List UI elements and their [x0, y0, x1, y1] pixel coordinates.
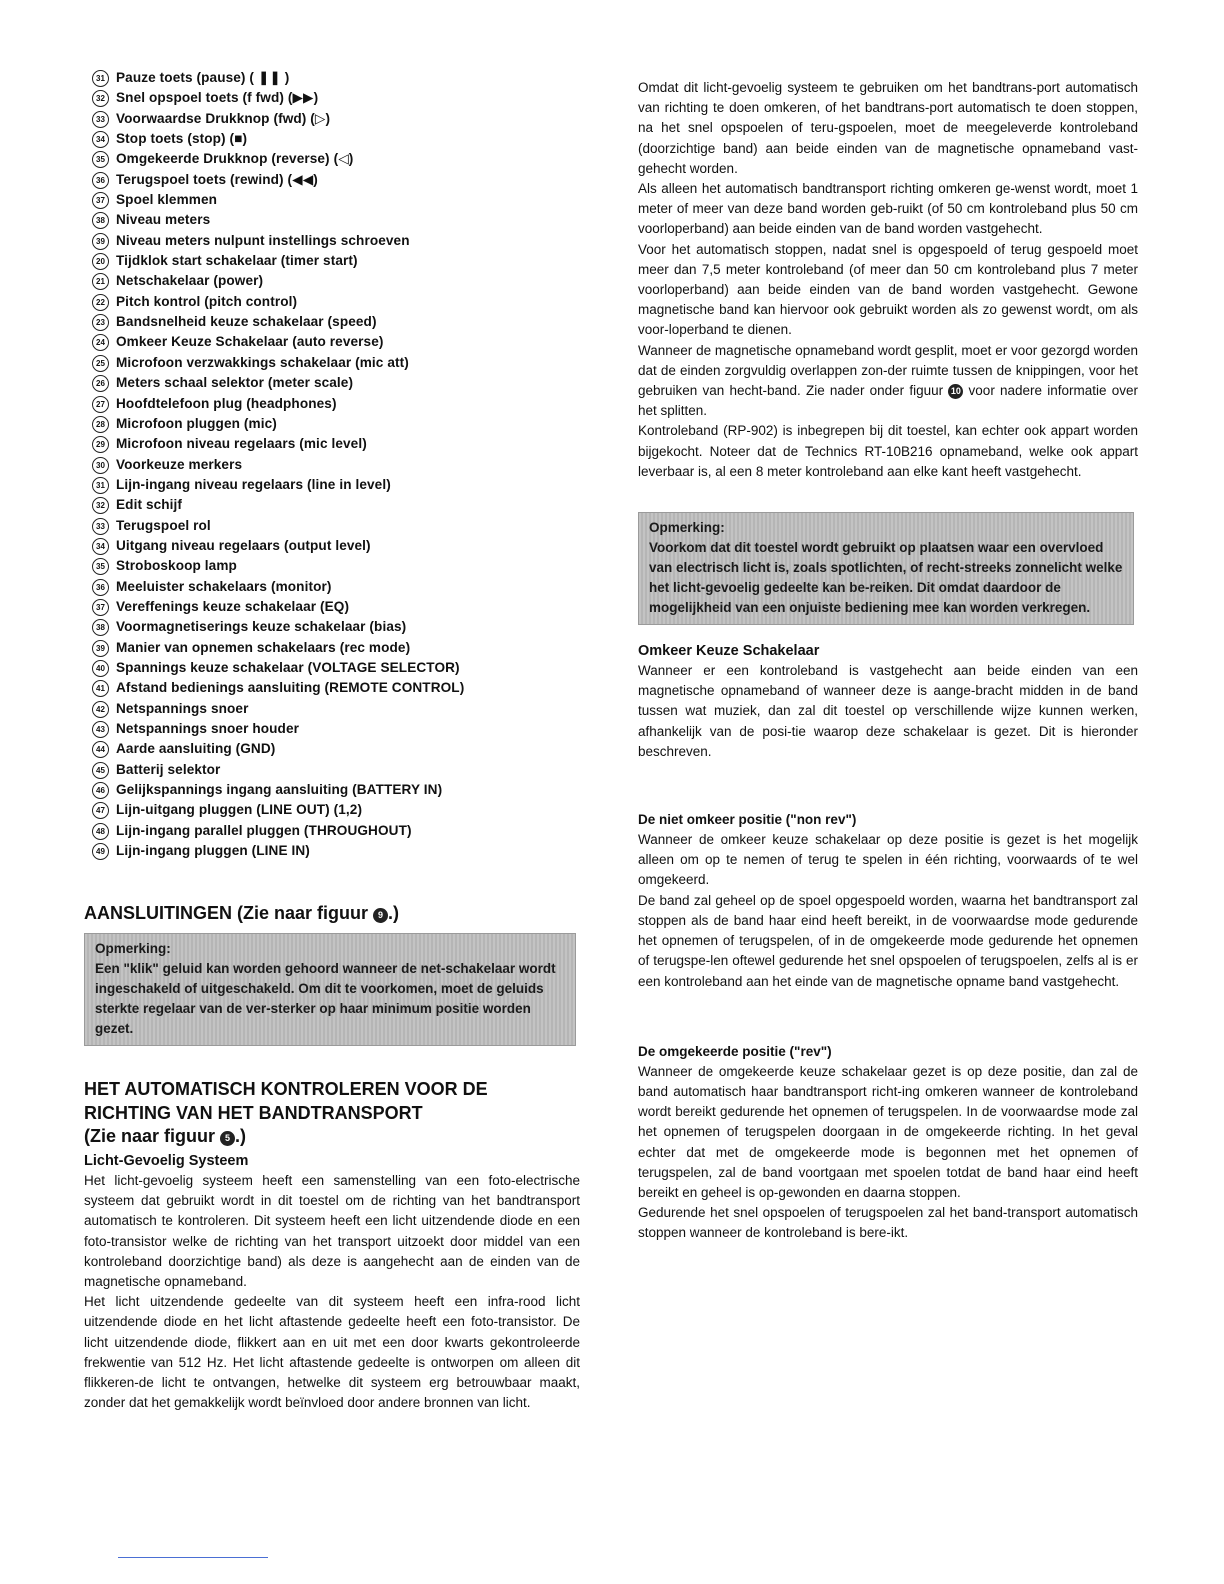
parts-list-item — [92, 129, 580, 149]
note-text: Een "klik" geluid kan worden gehoord wanneer de net-schakelaar wordt ingeschakeld of uitgeschakeld. Om dit te voorkomen, moet de geluids sterkte regelaar van de ver-sterker op haar minimum positie worden gezet. — [95, 961, 556, 1037]
item-label: Netspannings snoer — [116, 700, 249, 716]
figure-reference-icon: 9 — [373, 908, 388, 923]
item-label: Voormagnetiserings keuze schakelaar (bias) — [116, 619, 407, 635]
item-number-icon: 34 — [92, 131, 109, 148]
parts-list-item — [92, 414, 580, 434]
parts-list-item — [92, 373, 580, 393]
parts-list-item — [92, 109, 580, 129]
item-label: Spoel klemmen — [116, 192, 218, 208]
parts-list-item — [92, 800, 580, 820]
aansluitingen-note — [84, 933, 576, 1046]
item-label: Uitgang niveau regelaars (output level) — [116, 537, 371, 553]
item-label: Vereffenings keuze schakelaar (EQ) — [116, 598, 350, 614]
item-label: Netschakelaar (power) — [116, 273, 264, 289]
item-label: Niveau meters nulpunt instellings schroeven — [116, 232, 410, 248]
parts-list-item — [92, 455, 580, 475]
item-number-icon: 43 — [92, 721, 109, 738]
parts-list-item — [92, 536, 580, 556]
item-label: Batterij selektor — [116, 761, 221, 777]
item-number-icon: 20 — [92, 253, 109, 270]
item-label: Omkeer Keuze Schakelaar (auto reverse) — [116, 334, 384, 350]
item-number-icon: 45 — [92, 762, 109, 779]
item-number-icon: 29 — [92, 436, 109, 453]
note-title: Opmerking: — [649, 520, 725, 536]
item-number-icon: 39 — [92, 640, 109, 657]
rev-paragraph-2: Gedurende het snel opspoelen of terugspoelen zal het band-transport automatisch stoppen wanneer de kontroleband is bere-ikt. — [638, 1205, 1138, 1241]
rev-paragraph-1: Wanneer de omgekeerde keuze schakelaar gezet is op deze positie, dan zal de band automatisch haar bandtransport richt-ing omkeren wanneer de kontroleband wordt bereikt gedurende het opnemen of terugspelen. In de voorwaardse mode zal het opnemen of terugspelen doorgaan in de omgekeerde richting. In het geval echter dat met de omgekeerde mode is begonnen met het opnemen of terugspelen, zal de band voortgaan met spoelen totdat de band haar eind heeft bereikt en geheel is op-gewonden en daarna stoppen. — [638, 1063, 1138, 1200]
item-label: Tijdklok start schakelaar (timer start) — [116, 253, 358, 269]
parts-list-item — [92, 577, 580, 597]
parts-list-item — [92, 210, 580, 230]
item-label: Afstand bedienings aansluiting (REMOTE CONTROL) — [116, 680, 465, 696]
item-label: Meeluister schakelaars (monitor) — [116, 578, 332, 594]
parts-list-item — [92, 170, 580, 190]
item-number-icon: 27 — [92, 396, 109, 413]
figure-reference-icon: 5 — [220, 1131, 235, 1146]
item-number-icon: 36 — [92, 172, 109, 189]
rev-heading: De omgekeerde positie ("rev") — [638, 1043, 832, 1059]
footer-underline — [118, 1557, 268, 1558]
parts-list-item — [92, 821, 580, 841]
item-label: Spannings keuze schakelaar (VOLTAGE SELECTOR) — [116, 659, 460, 675]
parts-list-item — [92, 617, 580, 637]
omkeer-paragraph: Wanneer er een kontroleband is vastgehecht aan beide einden van een magnetische opnameband of wanneer deze is aange-bracht midden in de band tussen wat muziek, dan zal dit toestel op verschillende wijze kunnen werken, afhankelijk van de posi-tie waarop deze schakelaar is gezet. Dit is hieronder beschreven. — [638, 663, 1138, 759]
right-column — [638, 78, 1138, 1244]
item-number-icon: 35 — [92, 558, 109, 575]
item-label: Lijn-ingang pluggen (LINE IN) — [116, 843, 310, 859]
item-label: Pauze toets (pause) ( ❚❚ ) — [116, 70, 290, 85]
item-number-icon: 33 — [92, 518, 109, 535]
parts-list-item — [92, 739, 580, 759]
parts-list-item — [92, 190, 580, 210]
item-number-icon: 40 — [92, 660, 109, 677]
item-number-icon: 23 — [92, 314, 109, 331]
item-label: Voorkeuze merkers — [116, 456, 243, 472]
item-label: Lijn-ingang niveau regelaars (line in level) — [116, 476, 391, 492]
auto-control-heading: HET AUTOMATISCH KONTROLEREN VOOR DE RICHTING VAN HET BANDTRANSPORT (Zie naar figuur 5 .) — [84, 1079, 488, 1147]
item-number-icon: 32 — [92, 497, 109, 514]
item-label: Bandsnelheid keuze schakelaar (speed) — [116, 314, 377, 330]
item-label: Microfoon pluggen (mic) — [116, 415, 277, 431]
item-number-icon: 47 — [92, 802, 109, 819]
parts-list-item — [92, 699, 580, 719]
item-number-icon: 28 — [92, 416, 109, 433]
auto-control-paragraph-2: Het licht uitzendende gedeelte van dit systeem heeft een infra-rood licht uitzendende diode en het licht aftastende gedeelte heeft een foto-transistor. De licht uitzendende diode, flikkert aan en uit met een door kwarts gekontroleerde frekwentie van 512 Hz. Het licht aftastende gedeelte is ontworpen om alleen dit flikkeren-de licht te ontvangen, hetwelke dit systeem erg betrouwbaar maakt, zonder dat het gemakkelijk wordt beïnvloed door andere bronnen van licht. — [84, 1294, 580, 1411]
parts-list-item — [92, 231, 580, 251]
item-number-icon: 25 — [92, 355, 109, 372]
parts-list-item — [92, 353, 580, 373]
item-number-icon: 32 — [92, 90, 109, 107]
item-number-icon: 44 — [92, 741, 109, 758]
parts-list-item — [92, 678, 580, 698]
light-sensitive-subheading: Licht-Gevoelig Systeem — [84, 1152, 249, 1169]
aansluitingen-heading: AANSLUITINGEN (Zie naar figuur 9 .) — [84, 903, 400, 924]
parts-list-item — [92, 292, 580, 312]
omkeer-heading: Omkeer Keuze Schakelaar — [638, 643, 820, 660]
item-number-icon: 24 — [92, 334, 109, 351]
item-label: Gelijkspannings ingang aansluiting (BATTERY IN) — [116, 782, 443, 798]
parts-list-item — [92, 332, 580, 352]
item-number-icon: 38 — [92, 212, 109, 229]
item-number-icon: 48 — [92, 823, 109, 840]
nonrev-heading: De niet omkeer positie ("non rev") — [638, 812, 857, 828]
item-label: Meters schaal selektor (meter scale) — [116, 375, 354, 391]
item-label: Lijn-uitgang pluggen (LINE OUT) (1,2) — [116, 802, 363, 818]
parts-list-item — [92, 495, 580, 515]
item-number-icon: 33 — [92, 111, 109, 128]
parts-list-item — [92, 394, 580, 414]
right-paragraph-2: Als alleen het automatisch bandtransport richting omkeren ge-wenst wordt, moet 1 meter of meer van deze band worden geb-ruikt (of 50 cm kontroleband plus 50 cm voorloperband) aan beide einden van de band worden vastgehecht. — [638, 181, 1138, 237]
parts-list-item — [92, 434, 580, 454]
left-column — [84, 68, 580, 1413]
item-number-icon: 34 — [92, 538, 109, 555]
light-note — [638, 512, 1134, 625]
item-label: Lijn-ingang parallel pluggen (THROUGHOUT) — [116, 822, 412, 838]
parts-list-item — [92, 658, 580, 678]
right-paragraph-5: Kontroleband (RP-902) is inbegrepen bij dit toestel, kan echter ook appart worden bijgekocht. Noteer dat de Technics RT-10B216 opnameband, welke ook appart leverbaar is, al een 8 meter kontroleband aan elke kant heeft vastgehecht. — [638, 423, 1138, 479]
item-label: Microfoon verzwakkings schakelaar (mic att) — [116, 354, 409, 370]
item-label: Aarde aansluiting (GND) — [116, 741, 276, 757]
item-number-icon: 30 — [92, 457, 109, 474]
item-number-icon: 22 — [92, 294, 109, 311]
parts-list-item — [92, 271, 580, 291]
item-label: Hoofdtelefoon plug (headphones) — [116, 395, 337, 411]
item-number-icon: 31 — [92, 477, 109, 494]
parts-list-item — [92, 88, 580, 108]
item-label: Terugspoel rol — [116, 517, 211, 533]
parts-list-item — [92, 312, 580, 332]
item-label: Terugspoel toets (rewind) (◀◀) — [116, 171, 318, 187]
item-label: Omgekeerde Drukknop (reverse) (◁) — [116, 151, 354, 167]
item-label: Netspannings snoer houder — [116, 721, 300, 736]
parts-list-item — [92, 841, 580, 861]
auto-control-paragraph-1: Het licht-gevoelig systeem heeft een samenstelling van een foto-electrische systeem dat gebruikt wordt in dit toestel om de richting van het bandtransport automatisch te kontroleren. Dit systeem heeft een licht uitzendende diode en een foto-transistor welke de richting van het transport uitzoekt door middel van een kontroleband doorzichtige band) als deze is aangehecht aan de einden van de magnetische opnameband. — [84, 1172, 580, 1289]
parts-list-item — [92, 760, 580, 780]
item-number-icon: 42 — [92, 701, 109, 718]
parts-list-item — [92, 597, 580, 617]
item-label: Manier van opnemen schakelaars (rec mode) — [116, 639, 411, 655]
parts-list-item — [92, 149, 580, 169]
parts-list-item — [92, 638, 580, 658]
item-number-icon: 26 — [92, 375, 109, 392]
note-title: Opmerking: — [95, 941, 171, 957]
item-number-icon: 39 — [92, 233, 109, 250]
figure-reference-icon: 10 — [948, 384, 963, 399]
parts-list-item — [92, 780, 580, 800]
item-number-icon: 37 — [92, 192, 109, 209]
right-paragraph-1: Omdat dit licht-gevoelig systeem te gebruiken om het bandtrans-port automatisch van richting te doen omkeren, of het bandtrans-port automatisch te doen stoppen, na het snel opspoelen of teru-gspoelen, moet de meegeleverde kontroleband (doorzichtige band) aan beide einden van de magnetische opnameband vast-gehecht worden. — [638, 80, 1138, 176]
item-label: Edit schijf — [116, 497, 183, 513]
item-label: Niveau meters — [116, 212, 211, 228]
item-label: Stroboskoop lamp — [116, 558, 237, 574]
parts-list-item — [92, 475, 580, 495]
right-paragraph-3: Voor het automatisch stoppen, nadat snel is opgespoeld of terug gespoeld moet meer dan 7,5 meter kontroleband (of meer dan 50 cm kontroleband plus 7 meter voorloperband) aan beide einden van de band worden vastgehecht. Gewone magnetische band kan hiervoor ook gebruikt worden als zo gewenst wordt, om als voor-loperband te dienen. — [638, 241, 1138, 338]
item-number-icon: 36 — [92, 579, 109, 596]
item-number-icon: 37 — [92, 599, 109, 616]
item-number-icon: 38 — [92, 619, 109, 636]
item-label: Pitch kontrol (pitch control) — [116, 293, 298, 309]
nonrev-paragraph-2: De band zal geheel op de spoel opgespoeld worden, waarna het bandtransport zal stoppen als de band haar eind heeft bereikt, in de voorwaardse mode gedurende het opnemen of terugspelen, of in de omgekeerde mode gedurende het opnemen of terugspe-len oftewel gedurende het snel opspoelen of terugspoelen, zelfs al is er een kontroleband aan het einde van de magnetische opname band vastgehecht. — [638, 892, 1138, 989]
parts-list-item — [92, 516, 580, 536]
right-paragraph-4: Wanneer de magnetische opnameband wordt gesplit, moet er voor gezorgd worden dat de einden zorgvuldig overlappen zon-der ruimte tussen de knippingen, voor het gebruiken van hecht-band. Zie nader onder figuur 10 voor nadere informatie over het splitten. — [638, 342, 1138, 419]
item-label: Stop toets (stop) (■) — [116, 131, 248, 147]
nonrev-paragraph-1: Wanneer de omkeer keuze schakelaar op deze positie is gezet is het mogelijk alleen om op te nemen of terug te spelen in één richting, voorwaards of te wel omgekeerd. — [638, 832, 1138, 888]
parts-list-item — [92, 251, 580, 271]
item-number-icon: 35 — [92, 151, 109, 168]
item-number-icon: 31 — [92, 70, 109, 87]
item-label: Snel opspoel toets (f fwd) (▶▶) — [116, 90, 319, 106]
item-label: Microfoon niveau regelaars (mic level) — [116, 436, 367, 452]
item-number-icon: 49 — [92, 843, 109, 860]
item-number-icon: 46 — [92, 782, 109, 799]
parts-list — [92, 68, 580, 861]
parts-list-item — [92, 556, 580, 576]
item-number-icon: 21 — [92, 273, 109, 290]
parts-list-item — [92, 719, 580, 739]
item-number-icon: 41 — [92, 680, 109, 697]
item-label: Voorwaardse Drukknop (fwd) (▷) — [116, 110, 331, 126]
parts-list-item — [92, 68, 580, 88]
note-text: Voorkom dat dit toestel wordt gebruikt op plaatsen waar een overvloed van electrisch licht is, zoals spotlichten, of recht-streeks zonnelicht welke het licht-gevoelig gedeelte kan be-reiken. Dit omdat daardoor de mogelijkheid van een onjuiste bediening mee kan worden verkregen. — [649, 540, 1123, 616]
